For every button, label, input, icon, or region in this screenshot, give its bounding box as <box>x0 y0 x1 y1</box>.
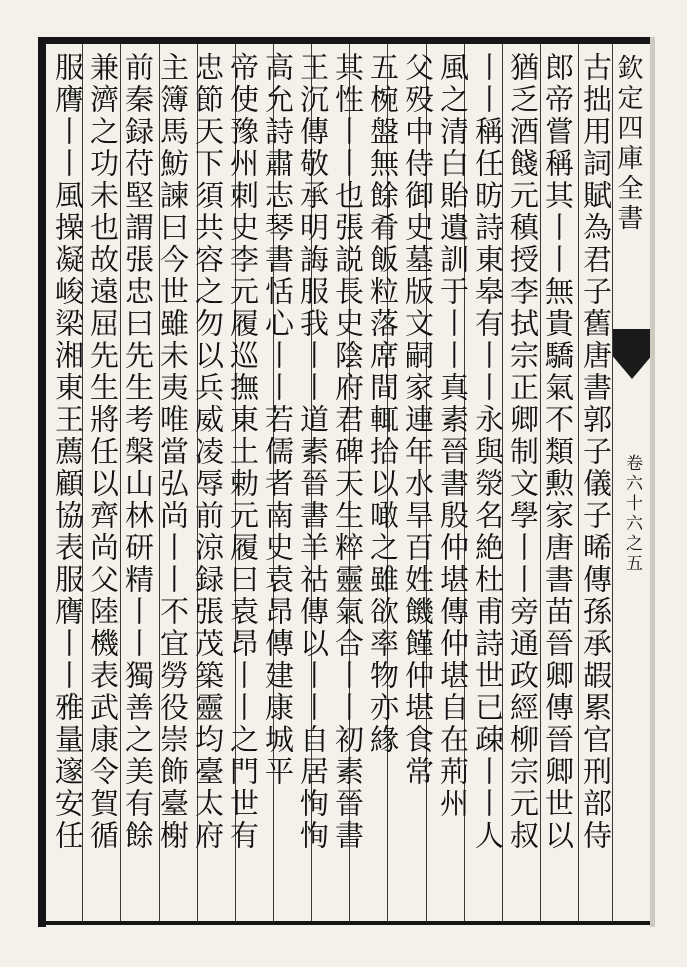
page-edge <box>650 37 655 927</box>
text-area <box>46 44 612 921</box>
text-column: 古拙用詞賦為君子舊唐書郭子儀子晞傳孫承嘏累官刑部侍 <box>579 52 613 852</box>
text-column: 風之清白貽遺訓于丨丨真素晉書殷仲堪傳仲堪自在荊州 <box>436 52 470 820</box>
text-column: 主簿馬魴諫曰今世雖未夷唯當弘尚丨丨不宜勞役崇飾臺榭 <box>156 52 190 852</box>
frame-top-border <box>38 37 650 44</box>
page-margin <box>612 44 651 921</box>
text-column: 前秦録苻堅謂張忠曰先生考槃山林研精丨丨獨善之美有餘 <box>121 52 155 852</box>
text-column: 兼濟之功未也故遠屈先生將任以齊尚父陸機表武康令賀循 <box>86 52 120 852</box>
book-title: 欽定四庫全書 <box>613 54 643 234</box>
volume-label: 卷六十六之五 <box>622 454 642 574</box>
text-column: 丨丨稱任昉詩東皋有丨丨永與滎名絶杜甫詩世已疎丨丨人 <box>471 52 505 852</box>
fish-tail-mark-icon <box>613 329 651 379</box>
text-column: 忠節天下須共容之勿以兵威凌辱前涼録張茂築靈均臺太府 <box>191 52 225 852</box>
text-column: 五椀盤無餘肴飯粒落席間輒拾以噉之雖欲率物亦緣 <box>366 52 400 756</box>
text-column: 猶乏酒餞元稹授李拭宗正卿制文學丨丨旁通政經柳宗元叔 <box>506 52 540 852</box>
text-column: 王沉傳敬承明誨服我丨丨道素晉書羊祜傳以丨丨自居恂恂 <box>296 52 330 852</box>
text-column: 郎帝嘗稱其丨丨無貴驕氣不類勲家唐書苗晉卿傳晉卿世以 <box>541 52 575 852</box>
frame-left-border <box>38 37 46 927</box>
text-column: 父殁中侍御史墓版文嗣家連年水旱百姓饑饉仲堪食常 <box>401 52 435 788</box>
frame-bottom-border <box>38 921 650 925</box>
text-column: 其性丨丨也張説長史陰府君碑天生粹靈氣合丨丨初素晉書 <box>331 52 365 852</box>
text-column: 高允詩肅志琴書恬心丨丨若儒者南史袁昂傳建康城平 <box>261 52 295 788</box>
text-column: 服膺丨丨風操凝峻梁湘東王薦顧協表服膺丨丨雅量邃安任 <box>51 52 85 852</box>
text-column: 帝使豫州刺史李元履巡撫東土勅元履曰袁昂丨丨之門世有 <box>226 52 260 852</box>
